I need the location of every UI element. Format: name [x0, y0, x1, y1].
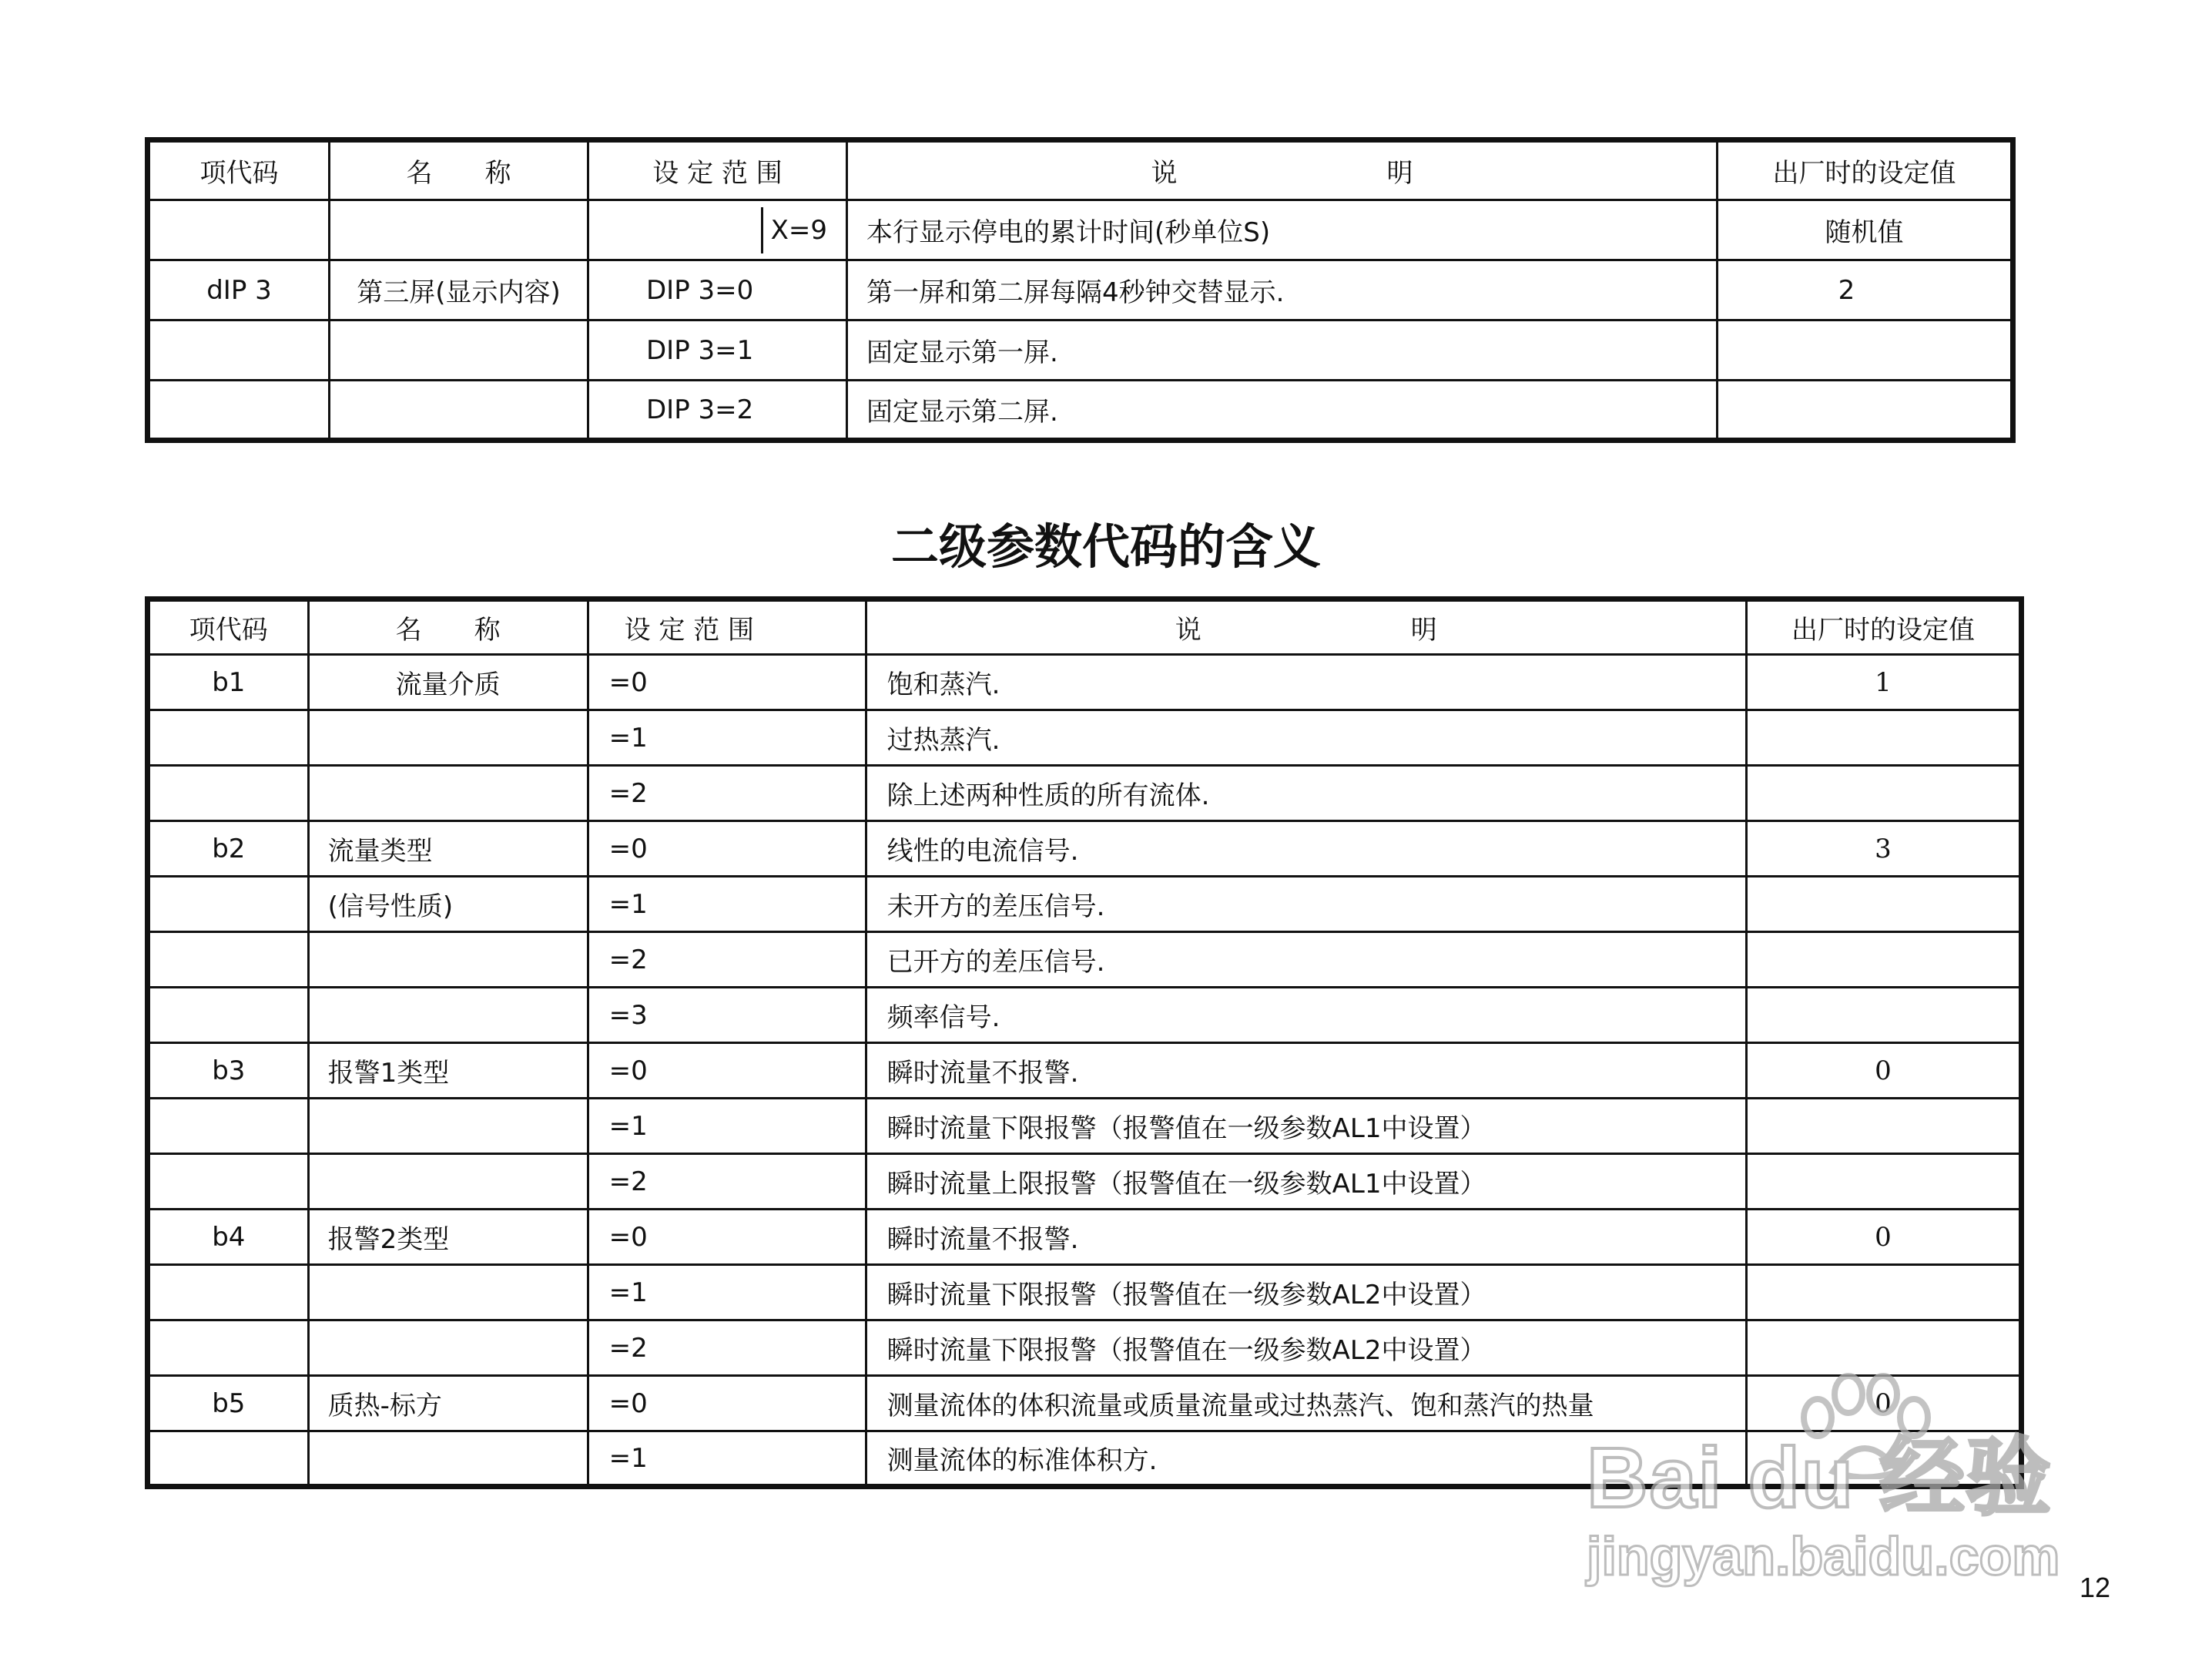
- code-cell: [148, 200, 330, 260]
- default-cell: [1746, 932, 2021, 988]
- table-row: [148, 710, 2022, 766]
- name-cell: 报警1类型: [308, 1043, 588, 1099]
- header-code: 项代码: [148, 599, 309, 655]
- table-row: [148, 1431, 2022, 1487]
- header-range: 设 定 范 围: [588, 599, 866, 655]
- table-row: [148, 381, 2013, 441]
- table-row: [148, 1320, 2022, 1376]
- default-cell: [1746, 1154, 2021, 1210]
- description-cell: 测量流体的体积流量或质量流量或过热蒸汽、饱和蒸汽的热量: [866, 1376, 1746, 1431]
- description-cell: 固定显示第二屏.: [847, 381, 1718, 441]
- name-cell: [308, 766, 588, 821]
- code-cell: [148, 988, 309, 1043]
- default-cell: [1746, 877, 2021, 932]
- name-cell: 第三屏(显示内容): [330, 260, 588, 320]
- description-cell: 瞬时流量不报警.: [866, 1043, 1746, 1099]
- name-cell: [330, 200, 588, 260]
- watermark-brand: Bai du 经验: [1587, 1431, 2053, 1525]
- name-cell: (信号性质): [308, 877, 588, 932]
- name-cell: [330, 381, 588, 441]
- default-cell: [1718, 320, 2013, 381]
- range-cell: =2: [588, 1154, 866, 1210]
- description-cell: 瞬时流量下限报警（报警值在一级参数AL1中设置）: [866, 1099, 1746, 1154]
- default-cell: [1746, 710, 2021, 766]
- name-cell: 流量类型: [308, 821, 588, 877]
- default-cell: [1746, 988, 2021, 1043]
- description-cell: 固定显示第一屏.: [847, 320, 1718, 381]
- table-row: [148, 1099, 2022, 1154]
- name-cell: [308, 1265, 588, 1320]
- watermark-url: jingyan.baidu.com: [1587, 1526, 2060, 1586]
- header-description: 说 明: [847, 140, 1718, 200]
- header-name: 名 称: [308, 599, 588, 655]
- table-row: [148, 932, 2022, 988]
- code-cell: b2: [148, 821, 309, 877]
- description-cell: 第一屏和第二屏每隔4秒钟交替显示.: [847, 260, 1718, 320]
- default-cell: [1746, 1320, 2021, 1376]
- name-cell: 流量介质: [308, 655, 588, 710]
- code-cell: [148, 710, 309, 766]
- description-cell: 瞬时流量下限报警（报警值在一级参数AL2中设置）: [866, 1265, 1746, 1320]
- default-cell: [1746, 766, 2021, 821]
- range-cell: =3: [588, 988, 866, 1043]
- range-cell: =1: [588, 1099, 866, 1154]
- code-cell: [148, 1320, 309, 1376]
- header-default: 出厂时的设定值: [1746, 599, 2021, 655]
- description-cell: 频率信号.: [866, 988, 1746, 1043]
- name-cell: [308, 1431, 588, 1487]
- code-cell: [148, 1154, 309, 1210]
- name-cell: [308, 988, 588, 1043]
- range-cell: DIP 3=0: [588, 260, 847, 320]
- description-cell: 本行显示停电的累计时间(秒单位S): [847, 200, 1718, 260]
- description-cell: 未开方的差压信号.: [866, 877, 1746, 932]
- name-cell: 质热-标方: [308, 1376, 588, 1431]
- description-cell: 饱和蒸汽.: [866, 655, 1746, 710]
- range-cell: =0: [588, 655, 866, 710]
- name-cell: [308, 710, 588, 766]
- first-level-parameter-table: [145, 137, 2016, 443]
- default-cell: 1: [1746, 655, 2021, 710]
- range-cell: =1: [588, 1265, 866, 1320]
- description-cell: 瞬时流量上限报警（报警值在一级参数AL1中设置）: [866, 1154, 1746, 1210]
- range-cell: =0: [588, 1210, 866, 1265]
- range-cell: =0: [588, 821, 866, 877]
- description-cell: 瞬时流量下限报警（报警值在一级参数AL2中设置）: [866, 1320, 1746, 1376]
- name-cell: [308, 1099, 588, 1154]
- table-row: [148, 766, 2022, 821]
- default-cell: 0: [1746, 1376, 2021, 1431]
- name-cell: [330, 320, 588, 381]
- range-cell: =0: [588, 1043, 866, 1099]
- header-description: 说 明: [866, 599, 1746, 655]
- table-row: [148, 655, 2022, 710]
- table-row: [148, 1154, 2022, 1210]
- default-cell: 3: [1746, 821, 2021, 877]
- code-cell: b1: [148, 655, 309, 710]
- header-range: 设 定 范 围: [588, 140, 847, 200]
- range-cell: =1: [588, 710, 866, 766]
- table-row: [148, 821, 2022, 877]
- name-cell: [308, 1320, 588, 1376]
- table-row: [148, 200, 2013, 260]
- code-cell: [148, 1265, 309, 1320]
- name-cell: [308, 932, 588, 988]
- table-row: [148, 1376, 2022, 1431]
- table-row: [148, 988, 2022, 1043]
- name-cell: 报警2类型: [308, 1210, 588, 1265]
- code-cell: [148, 766, 309, 821]
- default-cell: [1746, 1431, 2021, 1487]
- description-cell: 已开方的差压信号.: [866, 932, 1746, 988]
- table-header-row: [148, 599, 2022, 655]
- code-cell: b3: [148, 1043, 309, 1099]
- default-cell: 随机值: [1718, 200, 2013, 260]
- range-cell: [588, 200, 847, 260]
- code-cell: b4: [148, 1210, 309, 1265]
- range-value: X=9: [761, 207, 827, 253]
- default-cell: [1718, 381, 2013, 441]
- header-code: 项代码: [148, 140, 330, 200]
- description-cell: 测量流体的标准体积方.: [866, 1431, 1746, 1487]
- range-cell: =2: [588, 932, 866, 988]
- code-cell: dIP 3: [148, 260, 330, 320]
- range-cell: DIP 3=2: [588, 381, 847, 441]
- range-cell: =1: [588, 877, 866, 932]
- section-title: 二级参数代码的含义: [890, 518, 1321, 575]
- default-cell: [1746, 1099, 2021, 1154]
- code-cell: [148, 877, 309, 932]
- code-cell: [148, 381, 330, 441]
- table-row: [148, 1043, 2022, 1099]
- code-cell: [148, 320, 330, 381]
- table-row: [148, 877, 2022, 932]
- header-default: 出厂时的设定值: [1718, 140, 2013, 200]
- description-cell: 除上述两种性质的所有流体.: [866, 766, 1746, 821]
- default-cell: 2: [1718, 260, 2013, 320]
- default-cell: 0: [1746, 1210, 2021, 1265]
- table-row: [148, 260, 2013, 320]
- table-body: [148, 655, 2022, 1487]
- description-cell: 瞬时流量不报警.: [866, 1210, 1746, 1265]
- name-cell: [308, 1154, 588, 1210]
- default-cell: 0: [1746, 1043, 2021, 1099]
- code-cell: [148, 1431, 309, 1487]
- table-header-row: [148, 140, 2013, 200]
- range-cell: =1: [588, 1431, 866, 1487]
- range-cell: =2: [588, 1320, 866, 1376]
- table-row: [148, 1210, 2022, 1265]
- code-cell: b5: [148, 1376, 309, 1431]
- range-cell: =2: [588, 766, 866, 821]
- header-name: 名 称: [330, 140, 588, 200]
- code-cell: [148, 1099, 309, 1154]
- page-number: 12: [2079, 1572, 2110, 1603]
- range-cell: DIP 3=1: [588, 320, 847, 381]
- range-cell: =0: [588, 1376, 866, 1431]
- description-cell: 线性的电流信号.: [866, 821, 1746, 877]
- table-row: [148, 1265, 2022, 1320]
- table-row: [148, 320, 2013, 381]
- default-cell: [1746, 1265, 2021, 1320]
- code-cell: [148, 932, 309, 988]
- second-level-parameter-table: [145, 596, 2024, 1489]
- description-cell: 过热蒸汽.: [866, 710, 1746, 766]
